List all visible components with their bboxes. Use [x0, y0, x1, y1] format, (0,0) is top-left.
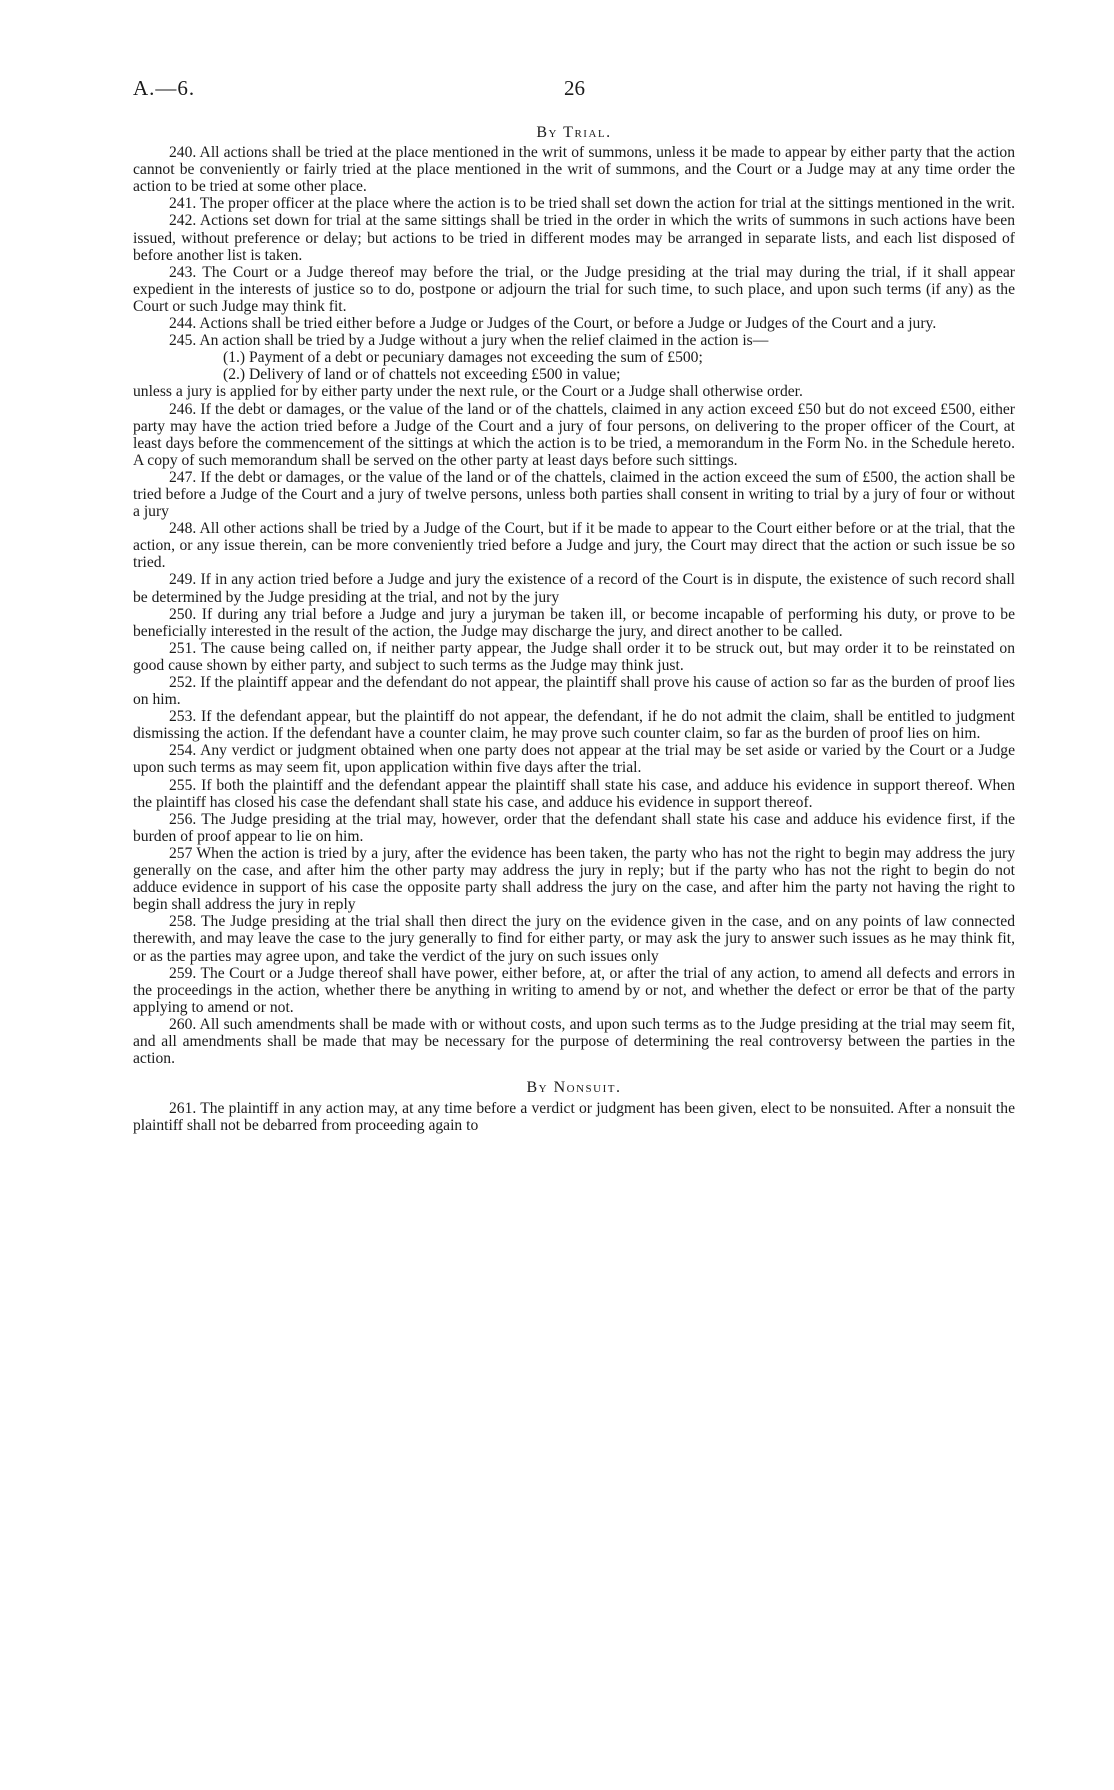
rule-245-item-2: (2.) Delivery of land or of chattels not exceeding £500 in value;: [223, 366, 621, 384]
section-heading-by-nonsuit: By Nonsuit.: [526, 1079, 622, 1097]
rule-256: 256. The Judge presiding at the trial may, however, order that the defendant shall state his case and adduce his evidence first, if the burden of proof appear to lie on him.: [133, 810, 1015, 845]
rule-258: 258. The Judge presiding at the trial shall then direct the jury on the evidence given in the case, and on any points of law connected therewith, and may leave the case to the jury generally to find for either party, or may ask the jury to answer such issues as he may think fit, or as the parties may agree upon, and take the verdict of the jury on such issues only: [133, 913, 1015, 965]
rule-253: 253. If the defendant appear, but the plaintiff do not appear, the defendant, if he do not admit the claim, shall be entitled to judgment dismissing the action. If the defendant have a counter claim, he may prove such counter claim, so far as the burden of proof lies on him.: [133, 708, 1015, 743]
rule-248: 248. All other actions shall be tried by a Judge of the Court, but if it be made to appear to the Court either before or at the trial, that the action, or any issue therein, can be more conveniently tried before a Judge and jury, the Court may direct that the action or such issue be so tried.: [133, 520, 1015, 572]
rule-254: 254. Any verdict or judgment obtained when one party does not appear at the trial may be set aside or varied by the Court or a Judge upon such terms as may seem fit, upon application within five days after the trial.: [133, 742, 1015, 777]
rule-255: 255. If both the plaintiff and the defendant appear the plaintiff shall state his case, and adduce his evidence in support thereof. When the plaintiff has closed his case the defendant shall state his case, and adduce his evidence in support thereof.: [133, 776, 1015, 811]
rule-260: 260. All such amendments shall be made with or without costs, and upon such terms as to the Judge presiding at the trial may seem fit, and all amendments shall be made that may be necessary for the purpose of determining the real controversy between the parties in the action.: [133, 1015, 1015, 1068]
rule-250: 250. If during any trial before a Judge and jury a juryman be taken ill, or become incapable of performing his duty, or prove to be beneficially interested in the result of the action, the Judge may discharge the jury, and direct another to be called.: [133, 605, 1015, 640]
rule-240: 240. All actions shall be tried at the place mentioned in the writ of summons, unless it be made to appear by either party that the action cannot be conveniently or fairly tried at the place mentioned in the writ of summons, and the Court or a Judge may at any time order the action to be tried at some other place.: [133, 144, 1015, 196]
rule-245-continuation: unless a jury is applied for by either party under the next rule, or the Court or a Judge shall otherwise order.: [133, 383, 803, 401]
rule-245: 245. An action shall be tried by a Judge without a jury when the relief claimed in the action is—: [169, 332, 769, 350]
rule-257: 257 When the action is tried by a jury, after the evidence has been taken, the party who has not the right to begin may address the jury generally on the case, and after him the other party may address the jury in reply; but if the party who has not the right to begin do not adduce evidence in support of his case the opposite party shall address the jury on the case, and after him the party not having the right to begin shall address the jury in reply: [133, 844, 1015, 914]
document-reference: A.—6.: [133, 76, 196, 100]
rule-241: 241. The proper officer at the place where the action is to be tried shall set down the action for trial at the sittings mentioned in the writ.: [169, 195, 1015, 213]
rule-246: 246. If the debt or damages, or the value of the land or of the chattels, claimed in any action exceed £50 but do not exceed £500, either party may have the action tried before a Judge of the Court and a jury of four persons, on delivering to the proper officer of the Court, at least days before the commencement of the sittings at which the action is to be tried, a memorandum in the Form No. in the Schedule hereto. A copy of such memorandum shall be served on the other party at least days before such sittings.: [133, 400, 1015, 469]
rule-244: 244. Actions shall be tried either before a Judge or Judges of the Court, or before a Judge or Judges of the Court and a jury.: [169, 315, 937, 333]
rule-247: 247. If the debt or damages, or the value of the land or of the chattels, claimed in the action exceed the sum of £500, the action shall be tried before a Judge of the Court and a jury of twelve persons, unless both parties shall consent in writing to trial by a jury of four or without a jury: [133, 468, 1015, 521]
rule-251: 251. The cause being called on, if neither party appear, the Judge shall order it to be struck out, but may order it to be reinstated on good cause shown by either party, and subject to such terms as the Judge may think just.: [133, 639, 1015, 674]
page-header: [133, 76, 1016, 102]
rule-259: 259. The Court or a Judge thereof shall have power, either before, at, or after the trial of any action, to amend all defects and errors in the proceedings in the action, whether there be anything in writing to amend by or not, and whether the defect or error be that of the party applying to amend or not.: [133, 964, 1015, 1016]
rule-249: 249. If in any action tried before a Judge and jury the existence of a record of the Court is in dispute, the existence of such record shall be determined by the Judge presiding at the trial, and not by the jury: [133, 571, 1015, 606]
rule-243: 243. The Court or a Judge thereof may before the trial, or the Judge presiding at the trial may during the trial, if it shall appear expedient in the interests of justice so to do, postpone or adjourn the trial for such time, to such place, and upon such terms (if any) as the Court or such Judge may think fit.: [133, 263, 1015, 315]
page-body: [133, 124, 1015, 1134]
rule-261: 261. The plaintiff in any action may, at any time before a verdict or judgment has been given, elect to be nonsuited. After a nonsuit the plaintiff shall not be debarred from proceeding again to: [133, 1100, 1015, 1135]
rule-242: 242. Actions set down for trial at the same sittings shall be tried in the order in which the writs of summons in such actions have been issued, without preference or delay; but actions to be tried in different modes may be arranged in separate lists, and each list disposed of before another list is taken.: [133, 212, 1015, 264]
page-number: 26: [564, 76, 585, 100]
section-heading-by-trial: By Trial.: [536, 124, 612, 141]
rule-245-item-1: (1.) Payment of a debt or pecuniary damages not exceeding the sum of £500;: [223, 349, 703, 367]
rule-252: 252. If the plaintiff appear and the defendant do not appear, the plaintiff shall prove his cause of action so far as the burden of proof lies on him.: [133, 674, 1015, 709]
